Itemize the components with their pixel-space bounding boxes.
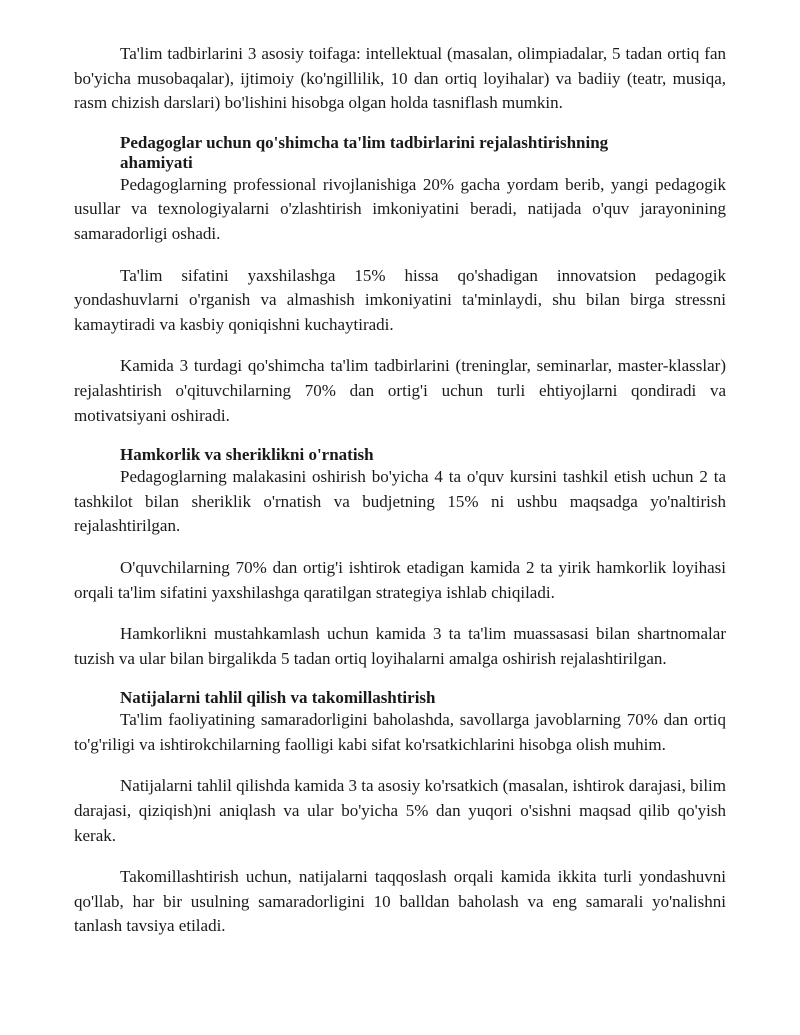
body-paragraph: Pedagoglarning professional rivojlanishiga 20% gacha yordam berib, yangi pedagogik usullar va texnologiyalarni o'zlashtirish imkoniyatini beradi, natijada o'quv jarayonining samaradorligi oshadi. xyxy=(74,174,726,243)
intro-paragraph: Ta'lim tadbirlarini 3 asosiy toifaga: intellektual (masalan, olimpiadalar, 5 tadan ortiq fan bo'yicha musobaqalar), ijtimoiy (ko'ngillilik, 10 dan ortiq loyihalar) va badiiy (teatr, musiqa, rasm chizish darslari) bo'lishini hisobga olgan holda tasniflash mumkin. xyxy=(74,44,726,113)
section-heading: Natijalarni tahlil qilish va takomillashtirish xyxy=(120,688,436,708)
section-heading xyxy=(120,133,726,173)
body-paragraph: Kamida 3 turdagi qo'shimcha ta'lim tadbirlarini (treninglar, seminarlar, master-klasslar) rejalashtirish o'qituvchilarning 70% dan ortig'i uchun turli ehtiyojlarni qondiradi va motivatsiyani oshiradi. xyxy=(74,356,726,425)
body-paragraph: Ta'lim sifatini yaxshilashga 15% hissa qo'shadigan innovatsion pedagogik yondashuvlarni o'rganish va almashish imkoniyatini ta'minlaydi, shu bilan birga stressni kamaytiradi va kasbiy qoniqishni kuchaytiradi. xyxy=(74,265,726,334)
body-paragraph: Natijalarni tahlil qilishda kamida 3 ta asosiy ko'rsatkich (masalan, ishtirok darajasi, bilim darajasi, qiziqish)ni aniqlash va ular bo'yicha 5% dan yuqori o'sishni maqsad qilib qo'yish kerak. xyxy=(74,776,726,845)
section-heading-line: Pedagoglar uchun qo'shimcha ta'lim tadbirlarini rejalashtirishning xyxy=(120,132,609,152)
section-results-analysis xyxy=(74,688,726,939)
body-paragraph: O'quvchilarning 70% dan ortig'i ishtirok etadigan kamida 2 ta yirik hamkorlik loyihasi orqali ta'lim sifatini yaxshilashga qaratilgan strategiya ishlab chiqiladi. xyxy=(74,557,726,602)
section-partnership xyxy=(74,445,726,671)
body-paragraph: Hamkorlikni mustahkamlash uchun kamida 3 ta ta'lim muassasasi bilan shartnomalar tuzish va ular bilan birgalikda 5 tadan ortiq loyihalarni amalga oshirish rejalashtirilgan. xyxy=(74,624,726,668)
section-heading-line: ahamiyati xyxy=(120,152,193,172)
body-paragraph: Pedagoglarning malakasini oshirish bo'yicha 4 ta o'quv kursini tashkil etish uchun 2 ta tashkilot bilan sheriklik o'rnatish va budjetning 15% ni ushbu maqsadga yo'naltirish rejalashtirilgan. xyxy=(74,467,726,536)
section-heading: Hamkorlik va sheriklikni o'rnatish xyxy=(120,445,374,465)
body-paragraph: Ta'lim faoliyatining samaradorligini baholashda, savollarga javoblarning 70% dan ortiq to'g'riligi va ishtirokchilarning faolligi kabi sifat ko'rsatkichlarini hisobga olish muhim. xyxy=(74,710,726,754)
section-planning-importance xyxy=(74,133,726,428)
body-paragraph: Takomillashtirish uchun, natijalarni taqqoslash orqali kamida ikkita turli yondashuvni qo'llab, har bir usulning samaradorligini 10 balldan baholash va eng samarali yo'nalishni tanlash tavsiya etiladi. xyxy=(74,867,726,936)
